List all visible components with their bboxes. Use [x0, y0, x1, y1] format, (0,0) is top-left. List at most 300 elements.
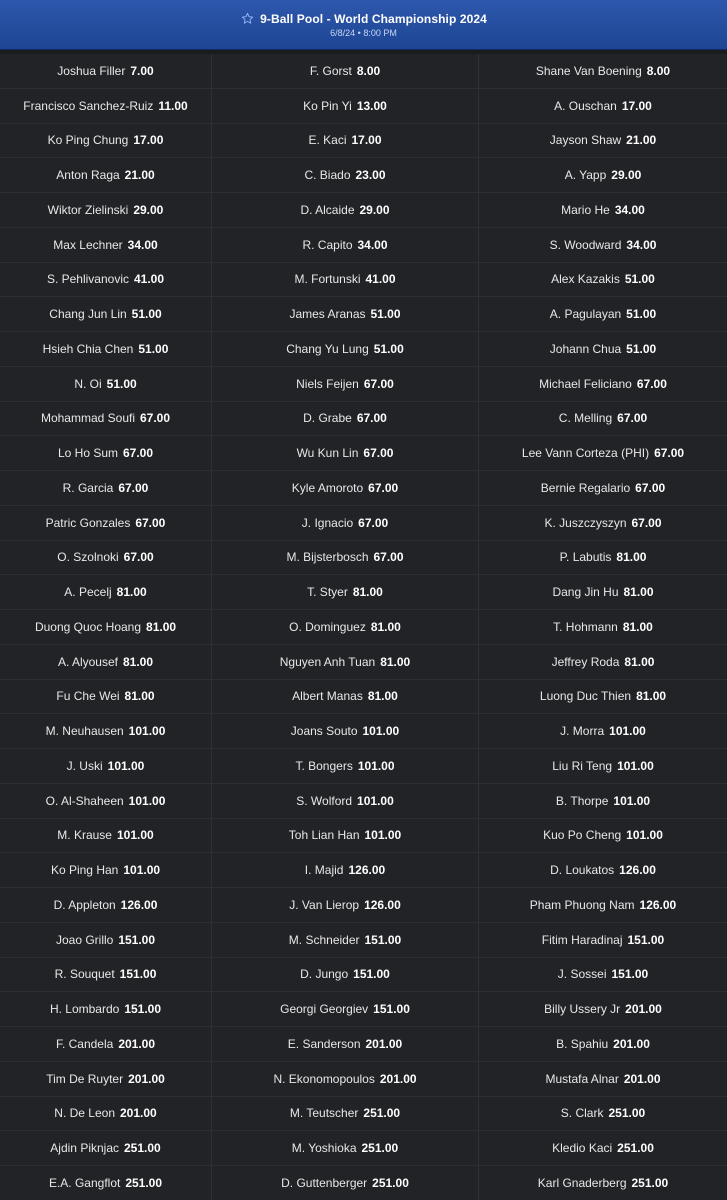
player-name: D. Loukatos [550, 863, 615, 878]
odds-value: 201.00 [118, 1036, 156, 1051]
odds-value: 51.00 [106, 376, 137, 391]
odds-button[interactable] [479, 228, 727, 263]
odds-button[interactable] [212, 784, 479, 819]
odds-value: 67.00 [631, 515, 662, 530]
odds-button[interactable] [0, 541, 212, 576]
odds-button[interactable] [0, 714, 212, 749]
odds-button[interactable] [212, 888, 479, 923]
odds-value: 201.00 [379, 1071, 417, 1086]
odds-button[interactable] [479, 541, 727, 576]
odds-button[interactable] [479, 714, 727, 749]
player-name: A. Pagulayan [549, 307, 622, 322]
odds-value: 251.00 [617, 1141, 654, 1156]
player-name: Niels Feijen [296, 376, 359, 391]
odds-button[interactable] [479, 54, 727, 89]
odds-value: 21.00 [626, 133, 657, 148]
odds-value: 67.00 [118, 480, 149, 495]
odds-value: 67.00 [123, 446, 154, 461]
player-name: Ko Ping Chung [47, 133, 129, 148]
odds-button[interactable] [0, 749, 212, 784]
player-name: J. Morra [560, 724, 605, 739]
odds-button[interactable] [0, 54, 212, 89]
odds-value: 126.00 [364, 897, 401, 912]
player-name: O. Szolnoki [57, 550, 119, 565]
odds-value: 81.00 [146, 619, 177, 634]
odds-button[interactable] [479, 1097, 727, 1132]
player-name: Liu Ri Teng [552, 758, 613, 773]
player-name: C. Melling [558, 411, 613, 426]
odds-button[interactable] [212, 714, 479, 749]
player-name: Georgi Georgiev [280, 1002, 369, 1017]
player-name: Kyle Amoroto [291, 480, 364, 495]
odds-button[interactable] [479, 1131, 727, 1166]
odds-value: 17.00 [133, 133, 164, 148]
odds-button[interactable] [0, 193, 212, 228]
odds-value: 23.00 [355, 168, 386, 183]
odds-value: 151.00 [627, 932, 665, 947]
odds-button[interactable] [212, 992, 479, 1027]
odds-value: 251.00 [124, 1141, 161, 1156]
odds-value: 51.00 [626, 307, 657, 322]
odds-button[interactable] [212, 193, 479, 228]
odds-button[interactable] [479, 992, 727, 1027]
odds-value: 41.00 [134, 272, 165, 287]
odds-value: 67.00 [123, 550, 154, 565]
odds-button[interactable] [479, 436, 727, 471]
odds-button[interactable] [212, 680, 479, 715]
player-name: Tim De Ruyter [46, 1071, 124, 1086]
player-name: S. Woodward [549, 237, 622, 252]
odds-value: 151.00 [373, 1002, 410, 1017]
player-name: D. Grabe [303, 411, 352, 426]
odds-button[interactable] [0, 992, 212, 1027]
odds-button[interactable] [0, 1027, 212, 1062]
odds-value: 11.00 [158, 98, 188, 113]
odds-button[interactable] [479, 575, 727, 610]
odds-button[interactable] [0, 297, 212, 332]
player-name: Johann Chua [549, 341, 622, 356]
odds-value: 51.00 [370, 307, 401, 322]
player-name: N. Ekonomopoulos [273, 1071, 375, 1086]
player-name: Shane Van Boening [535, 63, 642, 78]
odds-value: 101.00 [626, 828, 663, 843]
odds-button[interactable] [479, 1166, 727, 1200]
player-name: J. Van Lierop [289, 897, 360, 912]
player-name: N. De Leon [54, 1106, 115, 1121]
player-name: A. Alyousef [57, 654, 118, 669]
odds-value: 34.00 [127, 237, 158, 252]
odds-button[interactable] [0, 819, 212, 854]
player-name: Chang Yu Lung [286, 341, 369, 356]
star-outline-icon[interactable] [240, 12, 254, 26]
event-title-row [240, 12, 487, 26]
player-name: Francisco Sanchez-Ruiz [23, 98, 154, 113]
odds-value: 67.00 [356, 411, 387, 426]
odds-value: 151.00 [364, 932, 402, 947]
odds-button[interactable] [212, 610, 479, 645]
odds-button[interactable] [212, 367, 479, 402]
odds-value: 67.00 [373, 550, 404, 565]
odds-value: 251.00 [608, 1106, 646, 1121]
odds-value: 67.00 [635, 480, 666, 495]
odds-value: 51.00 [373, 341, 404, 356]
odds-value: 101.00 [613, 793, 651, 808]
player-name: Lo Ho Sum [57, 446, 118, 461]
odds-button[interactable] [0, 367, 212, 402]
player-name: M. Neuhausen [45, 724, 124, 739]
player-name: Max Lechner [53, 237, 123, 252]
odds-value: 101.00 [609, 724, 646, 739]
player-name: Luong Duc Thien [539, 689, 632, 704]
odds-button[interactable] [212, 1131, 479, 1166]
odds-button[interactable] [212, 297, 479, 332]
odds-button[interactable] [479, 645, 727, 680]
player-name: E.A. Gangflot [48, 1175, 121, 1190]
odds-button[interactable] [0, 1062, 212, 1097]
player-name: O. Al-Shaheen [45, 793, 124, 808]
player-name: T. Bongers [295, 758, 353, 773]
player-name: R. Souquet [54, 967, 115, 982]
player-name: James Aranas [289, 307, 366, 322]
odds-button[interactable] [479, 89, 727, 124]
player-name: Jayson Shaw [549, 133, 622, 148]
odds-value: 101.00 [357, 758, 395, 773]
player-name: Bernie Regalario [540, 480, 631, 495]
odds-value: 67.00 [363, 446, 394, 461]
player-name: S. Clark [560, 1106, 604, 1121]
player-name: T. Styer [307, 585, 348, 600]
odds-value: 29.00 [611, 168, 642, 183]
odds-button[interactable] [212, 471, 479, 506]
odds-value: 251.00 [361, 1141, 399, 1156]
odds-button[interactable] [212, 853, 479, 888]
odds-value: 41.00 [365, 272, 396, 287]
player-name: F. Gorst [309, 63, 352, 78]
odds-value: 29.00 [359, 202, 390, 217]
odds-button[interactable] [0, 1097, 212, 1132]
player-name: Chang Jun Lin [49, 307, 127, 322]
odds-button[interactable] [212, 1097, 479, 1132]
odds-button[interactable] [479, 124, 727, 159]
odds-button[interactable] [479, 297, 727, 332]
odds-button[interactable] [0, 332, 212, 367]
odds-button[interactable] [0, 1166, 212, 1200]
player-name: J. Uski [66, 758, 103, 773]
player-name: J. Ignacio [301, 515, 354, 530]
odds-button[interactable] [479, 1062, 727, 1097]
odds-button[interactable] [212, 263, 479, 298]
player-name: Kledio Kaci [552, 1141, 613, 1156]
player-name: Karl Gnaderberg [537, 1175, 627, 1190]
player-name: N. Oi [74, 376, 102, 391]
odds-value: 81.00 [624, 654, 655, 669]
odds-button[interactable] [479, 193, 727, 228]
player-name: M. Teutscher [289, 1106, 359, 1121]
odds-value: 251.00 [125, 1175, 163, 1190]
player-name: Dang Jin Hu [552, 585, 619, 600]
player-name: E. Kaci [308, 133, 347, 148]
odds-value: 81.00 [370, 619, 401, 634]
player-name: R. Garcia [62, 480, 114, 495]
player-name: P. Labutis [559, 550, 612, 565]
odds-value: 81.00 [123, 654, 154, 669]
odds-button[interactable] [212, 749, 479, 784]
odds-value: 101.00 [116, 828, 154, 843]
odds-button[interactable] [0, 228, 212, 263]
player-name: Lee Vann Corteza (PHI) [521, 446, 650, 461]
player-name: A. Ouschan [554, 98, 617, 113]
odds-value: 51.00 [138, 341, 169, 356]
odds-value: 81.00 [116, 585, 147, 600]
odds-value: 251.00 [631, 1175, 669, 1190]
odds-button[interactable] [479, 158, 727, 193]
odds-value: 67.00 [358, 515, 389, 530]
odds-value: 67.00 [368, 480, 399, 495]
player-name: Fu Che Wei [56, 689, 120, 704]
player-name: S. Pehlivanovic [46, 272, 129, 287]
odds-button[interactable] [212, 506, 479, 541]
player-name: D. Alcaide [300, 202, 355, 217]
odds-button[interactable] [0, 645, 212, 680]
player-name: O. Dominguez [289, 619, 366, 634]
player-name: Mohammad Soufi [40, 411, 135, 426]
odds-value: 81.00 [124, 689, 155, 704]
player-name: Toh Lian Han [288, 828, 360, 843]
odds-value: 34.00 [626, 237, 657, 252]
odds-value: 51.00 [131, 307, 162, 322]
player-name: Joshua Filler [57, 63, 126, 78]
odds-button[interactable] [0, 124, 212, 159]
odds-value: 81.00 [352, 585, 383, 600]
player-name: Jeffrey Roda [551, 654, 620, 669]
odds-button[interactable] [0, 436, 212, 471]
odds-value: 126.00 [348, 863, 386, 878]
player-name: I. Majid [304, 863, 344, 878]
player-name: Anton Raga [56, 168, 120, 183]
odds-button[interactable] [479, 402, 727, 437]
odds-button[interactable] [0, 888, 212, 923]
player-name: Albert Manas [292, 689, 363, 704]
event-datetime: 6/8/24 • 8:00 PM [330, 27, 397, 38]
player-name: Pham Phuong Nam [529, 897, 635, 912]
player-name: F. Candela [55, 1036, 114, 1051]
player-name: B. Thorpe [555, 793, 609, 808]
odds-button[interactable] [212, 1027, 479, 1062]
odds-button[interactable] [479, 471, 727, 506]
player-name: Ajdin Piknjac [50, 1141, 119, 1156]
odds-value: 67.00 [636, 376, 667, 391]
odds-value: 67.00 [363, 376, 394, 391]
odds-value: 201.00 [623, 1071, 661, 1086]
odds-value: 151.00 [353, 967, 390, 982]
odds-button[interactable] [479, 680, 727, 715]
player-name: M. Krause [57, 828, 112, 843]
odds-button[interactable] [212, 1166, 479, 1200]
player-name: Joao Grillo [55, 932, 114, 947]
player-name: Kuo Po Cheng [543, 828, 622, 843]
odds-button[interactable] [212, 958, 479, 993]
odds-value: 13.00 [356, 98, 387, 113]
odds-button[interactable] [212, 1062, 479, 1097]
odds-value: 101.00 [123, 863, 161, 878]
odds-value: 17.00 [351, 133, 382, 148]
player-name: Billy Ussery Jr [544, 1002, 621, 1017]
odds-value: 201.00 [625, 1002, 662, 1017]
odds-value: 17.00 [621, 98, 652, 113]
player-name: D. Jungo [300, 967, 349, 982]
player-name: A. Yapp [564, 168, 607, 183]
player-name: Nguyen Anh Tuan [279, 654, 376, 669]
odds-value: 101.00 [362, 724, 400, 739]
odds-value: 81.00 [623, 585, 654, 600]
odds-button[interactable] [212, 645, 479, 680]
odds-button[interactable] [212, 89, 479, 124]
odds-button[interactable] [212, 541, 479, 576]
player-name: Alex Kazakis [551, 272, 620, 287]
player-name: M. Yoshioka [291, 1141, 357, 1156]
player-name: Michael Feliciano [539, 376, 632, 391]
odds-value: 126.00 [619, 863, 656, 878]
odds-button[interactable] [479, 1027, 727, 1062]
player-name: Fitim Haradinaj [541, 932, 623, 947]
odds-button[interactable] [479, 332, 727, 367]
odds-value: 151.00 [118, 932, 156, 947]
player-name: Mario He [561, 202, 610, 217]
odds-value: 29.00 [133, 202, 164, 217]
odds-button[interactable] [0, 1131, 212, 1166]
odds-value: 8.00 [646, 63, 671, 78]
odds-value: 8.00 [356, 63, 381, 78]
player-name: Patric Gonzales [45, 515, 131, 530]
odds-button[interactable] [479, 749, 727, 784]
odds-value: 151.00 [611, 967, 649, 982]
odds-button[interactable] [0, 958, 212, 993]
odds-button[interactable] [0, 680, 212, 715]
odds-button[interactable] [212, 228, 479, 263]
odds-button[interactable] [479, 923, 727, 958]
player-name: Ko Pin Yi [303, 98, 352, 113]
odds-button[interactable] [0, 610, 212, 645]
player-name: D. Guttenberger [281, 1175, 368, 1190]
player-name: S. Wolford [296, 793, 353, 808]
odds-value: 251.00 [372, 1175, 409, 1190]
odds-button[interactable] [0, 784, 212, 819]
odds-value: 126.00 [120, 897, 158, 912]
odds-value: 81.00 [622, 619, 653, 634]
odds-value: 67.00 [617, 411, 648, 426]
odds-value: 251.00 [363, 1106, 401, 1121]
odds-value: 126.00 [639, 897, 677, 912]
odds-value: 151.00 [124, 1002, 162, 1017]
odds-value: 34.00 [357, 237, 388, 252]
odds-value: 101.00 [357, 793, 394, 808]
player-name: Wu Kun Lin [296, 446, 359, 461]
odds-button[interactable] [0, 158, 212, 193]
odds-button[interactable] [0, 471, 212, 506]
odds-value: 81.00 [367, 689, 398, 704]
player-name: H. Lombardo [49, 1002, 120, 1017]
odds-value: 101.00 [128, 793, 166, 808]
odds-button[interactable] [212, 158, 479, 193]
player-name: K. Juszczyszyn [544, 515, 627, 530]
odds-value: 81.00 [636, 689, 667, 704]
event-header [0, 0, 727, 50]
odds-button[interactable] [479, 784, 727, 819]
odds-value: 201.00 [120, 1106, 157, 1121]
odds-button[interactable] [479, 367, 727, 402]
odds-value: 201.00 [613, 1036, 650, 1051]
odds-value: 67.00 [140, 411, 171, 426]
player-name: R. Capito [302, 237, 353, 252]
player-name: M. Fortunski [294, 272, 361, 287]
player-name: A. Pecelj [64, 585, 112, 600]
odds-button[interactable] [0, 263, 212, 298]
odds-button[interactable] [479, 888, 727, 923]
odds-value: 151.00 [119, 967, 157, 982]
player-name: C. Biado [304, 168, 351, 183]
odds-value: 7.00 [130, 63, 154, 78]
odds-button[interactable] [479, 853, 727, 888]
player-name: B. Spahiu [556, 1036, 609, 1051]
odds-value: 21.00 [124, 168, 155, 183]
odds-button[interactable] [212, 575, 479, 610]
odds-button[interactable] [479, 263, 727, 298]
odds-button[interactable] [212, 436, 479, 471]
odds-button[interactable] [212, 124, 479, 159]
odds-button[interactable] [479, 819, 727, 854]
odds-button[interactable] [0, 923, 212, 958]
odds-button[interactable] [212, 819, 479, 854]
odds-button[interactable] [0, 853, 212, 888]
odds-button[interactable] [212, 402, 479, 437]
odds-button[interactable] [212, 923, 479, 958]
player-name: Ko Ping Han [50, 863, 119, 878]
player-name: E. Sanderson [287, 1036, 361, 1051]
odds-value: 67.00 [135, 515, 166, 530]
player-name: M. Bijsterbosch [286, 550, 369, 565]
odds-button[interactable] [212, 332, 479, 367]
odds-value: 101.00 [617, 758, 654, 773]
odds-button[interactable] [0, 506, 212, 541]
player-name: J. Sossei [557, 967, 607, 982]
player-name: Wiktor Zielinski [47, 202, 129, 217]
odds-button[interactable] [212, 54, 479, 89]
event-title: 9-Ball Pool - World Championship 2024 [260, 11, 487, 26]
player-name: Hsieh Chia Chen [42, 341, 134, 356]
odds-value: 101.00 [107, 758, 145, 773]
odds-button[interactable] [479, 958, 727, 993]
odds-value: 81.00 [616, 550, 647, 565]
odds-button[interactable] [479, 610, 727, 645]
odds-value: 101.00 [364, 828, 402, 843]
odds-value: 51.00 [624, 272, 655, 287]
player-name: Duong Quoc Hoang [34, 619, 142, 634]
odds-grid [0, 54, 727, 1200]
odds-value: 34.00 [614, 202, 645, 217]
odds-button[interactable] [0, 402, 212, 437]
odds-value: 51.00 [626, 341, 657, 356]
player-name: D. Appleton [53, 897, 116, 912]
player-name: M. Schneider [288, 932, 360, 947]
player-name: Mustafa Alnar [545, 1071, 619, 1086]
odds-button[interactable] [0, 575, 212, 610]
player-name: Joans Souto [290, 724, 358, 739]
player-name: T. Hohmann [553, 619, 618, 634]
odds-value: 67.00 [654, 446, 685, 461]
odds-value: 201.00 [128, 1071, 165, 1086]
odds-button[interactable] [479, 506, 727, 541]
odds-button[interactable] [0, 89, 212, 124]
